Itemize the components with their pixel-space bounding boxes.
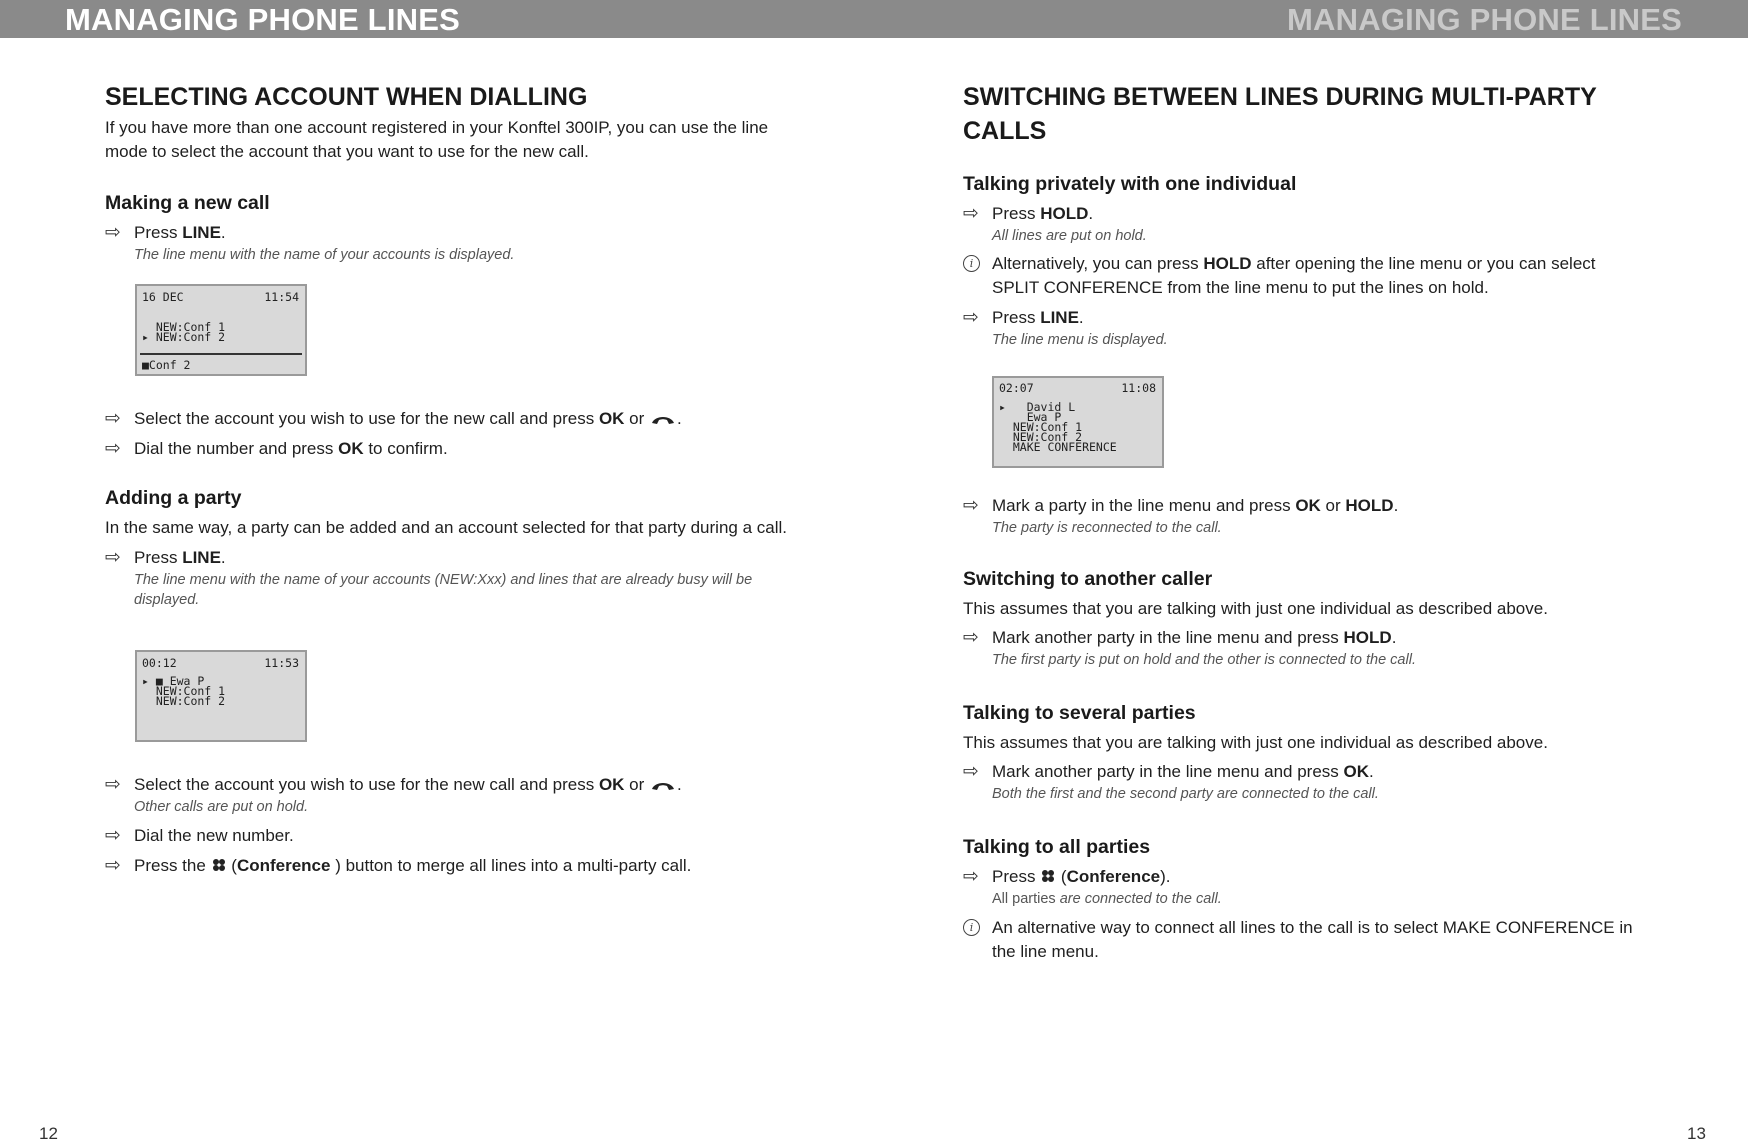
arrow-icon: ⇨ [105,438,121,459]
info-make-conference: i An alternative way to connect all lines to the call is to select MAKE CONFERENCE in the line menu. [963,916,1643,964]
step-select-account: ⇨ Select the account you wish to use for the new call and press OK or . [105,774,682,795]
lcd-separator [140,353,302,355]
step-dial-number: ⇨ Dial the number and press OK to confirm. [105,438,448,459]
arrow-icon: ⇨ [105,825,121,846]
arrow-icon: ⇨ [963,203,979,224]
step-note: Other calls are put on hold. [134,799,309,815]
key-ok: OK [1295,496,1321,515]
arrow-icon: ⇨ [105,774,121,795]
heading-several-parties: Talking to several parties [963,702,1196,724]
step-mark-another-party: ⇨ Mark another party in the line menu and press HOLD. [963,627,1397,648]
step-note: The line menu is displayed. [992,332,1168,348]
step-note: The line menu with the name of your accounts is displayed. [134,247,515,263]
lcd-line: ▸ David L [999,400,1076,414]
lcd-display-line-menu [135,284,307,376]
step-press-line: ⇨ Press LINE. [963,307,1084,328]
lcd-date: 16 DEC [142,290,184,304]
lcd-time: 11:53 [264,656,299,670]
arrow-icon: ⇨ [963,307,979,328]
step-press-line: ⇨ Press LINE. [105,222,226,243]
arrow-icon: ⇨ [105,408,121,429]
arrow-icon: ⇨ [105,222,121,243]
lcd-display-busy-lines [135,650,307,742]
lcd-line: NEW:Conf 1 [142,684,226,698]
step-note: The first party is put on hold and the other is connected to the call. [992,652,1416,668]
key-hold: HOLD [1203,254,1252,273]
step-select-account: ⇨ Select the account you wish to use for the new call and press OK or . [105,408,682,429]
step-note: All lines are put on hold. [992,228,1147,244]
key-ok: OK [338,439,364,458]
lcd-timer: 00:12 [142,656,177,670]
header-title-right: MANAGING PHONE LINES [1287,2,1682,37]
info-icon: i [963,919,980,936]
lcd-line: MAKE CONFERENCE [999,440,1117,454]
all-parties [963,834,1643,964]
adding-party [105,485,795,610]
step-mark-another-party: ⇨ Mark another party in the line menu and press OK. [963,761,1374,782]
step-press-hold: ⇨ Press HOLD. [963,203,1094,224]
several-parties [963,700,1643,804]
lcd-line: Ewa P [999,410,1062,424]
lcd-line: ▸ ■ Ewa P [142,674,205,688]
arrow-icon: ⇨ [963,866,979,887]
right-section [963,80,1643,148]
offhook-phone-icon [649,778,677,792]
key-conference: Conference [236,856,331,875]
step-note: The party is reconnected to the call. [992,520,1222,536]
adding-party-intro: In the same way, a party can be added and an account selected for that party during a call. [105,518,787,537]
key-hold: HOLD [1345,496,1394,515]
step-note: The line menu with the name of your accounts (NEW:Xxx) and lines that are already busy will be displayed. [134,572,753,608]
key-hold: HOLD [1040,204,1089,223]
conference-icon [1040,868,1056,884]
header-bar [0,0,1748,38]
step-press-conference: ⇨ Press (Conference). [963,866,1171,887]
lcd-line: NEW:Conf 1 [999,420,1083,434]
arrow-icon: ⇨ [963,495,979,516]
lcd-line: NEW:Conf 2 [999,430,1083,444]
heading-switching-caller: Switching to another caller [963,568,1213,590]
heading-adding-party: Adding a party [105,487,242,509]
switching-caller [963,566,1643,670]
key-ok: OK [598,409,625,428]
step-note: Both the first and the second party are connected to the call. [992,786,1379,802]
lcd-time: 11:08 [1121,381,1156,395]
key-line: LINE [182,548,221,567]
page-number-left: 12 [39,1124,58,1143]
left-section [105,80,795,164]
step-dial-new-number: ⇨ Dial the new number. [105,825,294,846]
header-title-left: MANAGING PHONE LINES [65,2,460,37]
several-intro: This assumes that you are talking with just one individual as described above. [963,733,1548,752]
conference-icon [211,857,227,873]
arrow-icon: ⇨ [105,547,121,568]
heading-all-parties: Talking to all parties [963,836,1151,858]
lcd-line: ▸ NEW:Conf 2 [142,330,226,344]
switching-intro: This assumes that you are talking with just one individual as described above. [963,599,1548,618]
section-title-selecting-account: SELECTING ACCOUNT WHEN DIALLING [105,83,588,111]
lcd-line: NEW:Conf 2 [142,694,226,708]
key-line: LINE [182,223,221,242]
section-intro: If you have more than one account registered in your Konftel 300IP, you can use the line mode to select the account that you want to use for the new call. [105,118,769,161]
step-press-line: ⇨ Press LINE. [105,547,226,568]
section-title-switching-line1: SWITCHING BETWEEN LINES DURING MULTI-PARTY [963,83,1597,111]
section-title-switching-line2: CALLS [963,117,1047,145]
lcd-line: NEW:Conf 1 [142,320,226,334]
step-press-conference: ⇨ Press the (Conference ) button to merge all lines into a multi-party call. [105,855,692,876]
key-line: LINE [1040,308,1079,327]
key-hold: HOLD [1343,628,1392,647]
info-icon: i [963,255,980,272]
key-ok: OK [1343,762,1370,781]
page-number-right: 13 [1687,1124,1706,1143]
adding-party-steps [105,773,795,878]
lcd-time: 11:54 [264,290,299,304]
lcd-display-conference-menu [992,376,1164,468]
key-ok: OK [598,775,625,794]
lcd-timer: 02:07 [999,381,1034,395]
arrow-icon: ⇨ [963,761,979,782]
lcd-footer: ■Conf 2 [142,358,191,372]
arrow-icon: ⇨ [963,627,979,648]
making-new-call [105,190,795,265]
step-note: All parties are connected to the call. [992,891,1222,907]
info-alternative-hold: i Alternatively, you can press HOLD after opening the line menu or you can select SPLIT CONFERENCE from the line menu to put the lines on hold. [963,252,1643,300]
privately-steps [963,494,1643,538]
offhook-phone-icon [649,412,677,426]
making-new-call-steps [105,407,795,461]
step-mark-party: ⇨ Mark a party in the line menu and press OK or HOLD. [963,495,1399,516]
arrow-icon: ⇨ [105,855,121,876]
key-conference: Conference [1066,867,1161,886]
talking-privately [963,171,1643,350]
heading-making-new-call: Making a new call [105,192,270,214]
heading-talking-privately: Talking privately with one individual [963,173,1297,195]
